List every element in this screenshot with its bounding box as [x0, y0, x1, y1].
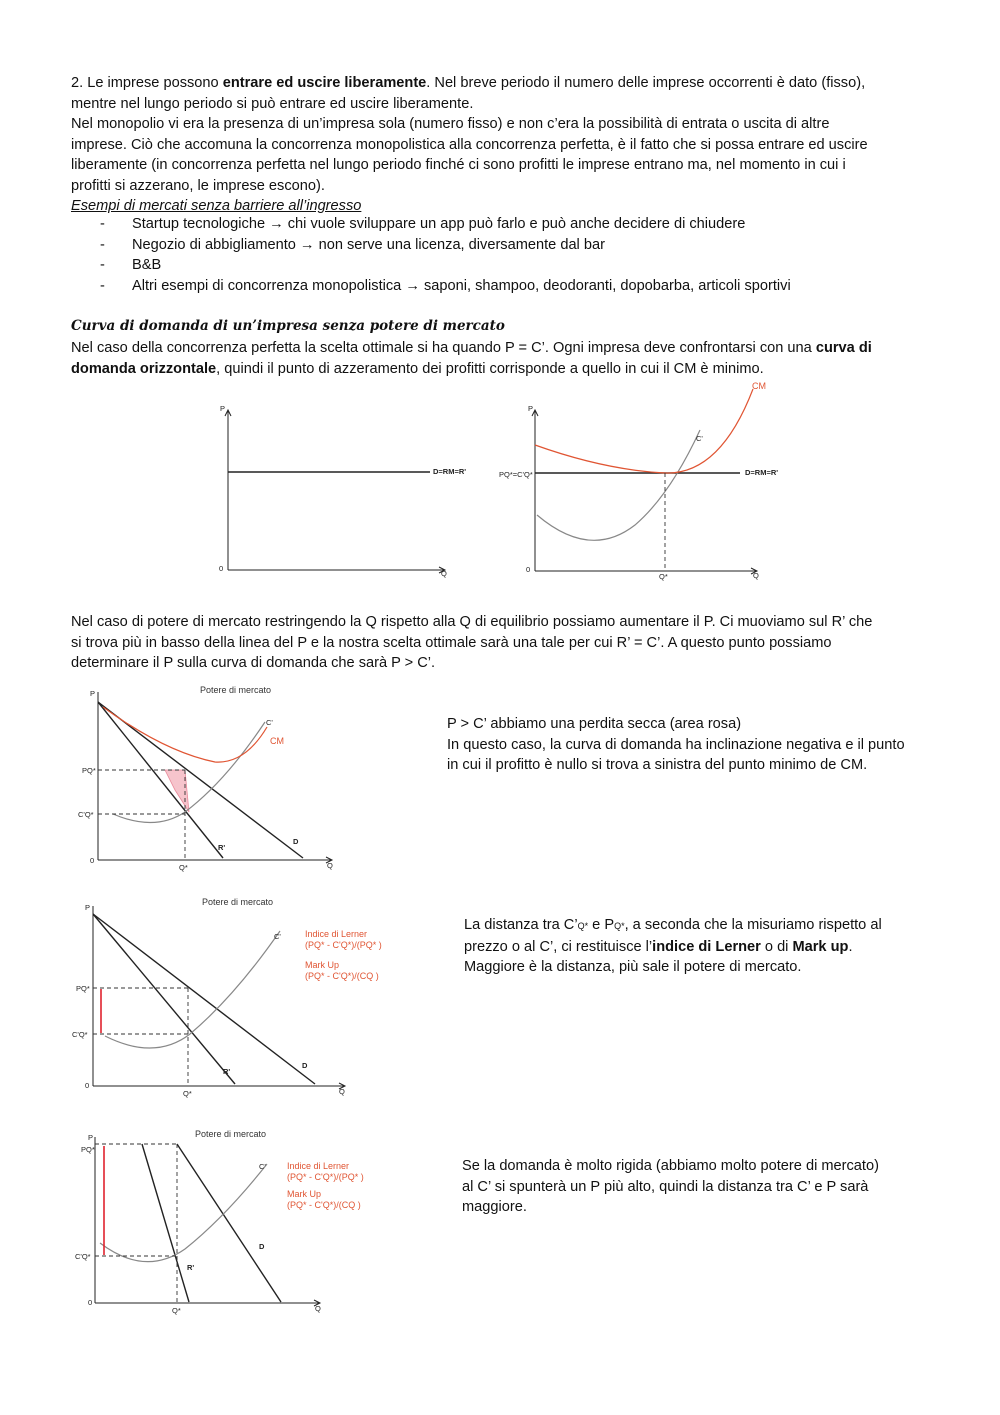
cq-label: C'Q*	[75, 1252, 91, 1261]
note2-bold: Mark up	[792, 938, 849, 955]
c-prime-label: C'	[259, 1162, 266, 1171]
intro-line-1b: . Nel breve periodo il numero delle imprese occorrenti è dato (fisso),	[426, 75, 866, 91]
intro-line-1a: 2. Le imprese possono	[71, 75, 223, 91]
graph-flat-demand-costs	[495, 375, 785, 580]
d-label: D	[259, 1242, 265, 1251]
lerner-formula: (PQ* - C'Q*)/(PQ* )	[305, 940, 382, 950]
cm-label: CM	[752, 381, 766, 391]
intro-line-3: Nel monopolio vi era la presenza di un’impresa sola (numero fisso) e non c’era la possibilità di entrata o uscita di altre	[71, 116, 830, 132]
bullet-text: Altri esempi di concorrenza monopolistica → saponi, shampoo, deodoranti, dopobarba, articoli sportivi	[132, 277, 791, 294]
p-label: P	[88, 1133, 94, 1142]
note2-text: La distanza tra C’	[464, 917, 578, 933]
examples-title: Esempi di mercati senza barriere all’ingresso	[71, 198, 362, 214]
c-prime-label: C'	[266, 718, 273, 727]
bullet-text: Startup tecnologiche → chi vuole sviluppare un app può farlo e può anche decidere di chiudere	[132, 216, 746, 232]
bullet-dash: -	[100, 277, 105, 294]
r-prime-label: R'	[218, 843, 226, 852]
pq-label: PQ*	[82, 766, 96, 775]
cq-label: C'Q*	[72, 1030, 88, 1039]
intro-line-5: liberamente (in concorrenza perfetta nel lungo periodo finché ci sono profitti le imprese entrano ma, nel momento in cui i	[71, 157, 846, 173]
zero-label: 0	[90, 856, 95, 865]
price-cost-label: PQ*=C'Q*	[499, 470, 533, 479]
zero-label: 0	[219, 564, 224, 573]
marginal-revenue-line	[98, 702, 226, 858]
note-deadweight	[447, 714, 947, 776]
marginal-cost-curve	[537, 430, 700, 540]
markup-label: Mark Up	[305, 960, 340, 970]
graph-market-power-1	[75, 682, 345, 874]
q-label: Q	[327, 861, 333, 870]
graph-title: Potere di mercato	[195, 1129, 267, 1139]
note1-line-2: In questo caso, la curva di domanda ha inclinazione negativa e il punto	[447, 736, 905, 753]
note-rigid	[462, 1156, 942, 1218]
bullet-dash: -	[100, 236, 105, 253]
note2-sub: Q*	[614, 921, 625, 931]
list-item	[100, 235, 791, 256]
demand-line	[93, 914, 315, 1084]
c-prime-label: C'	[696, 434, 703, 443]
p-label: P	[85, 903, 91, 912]
section-heading: Curva di domanda di un’impresa senza potere di mercato	[71, 318, 505, 334]
bullet-text: Negozio di abbigliamento → non serve una licenza, diversamente dal bar	[132, 236, 605, 253]
section2-paragraph	[71, 338, 941, 379]
note2-text: e P	[588, 917, 615, 933]
q-label: Q	[315, 1304, 321, 1313]
graph-title: Potere di mercato	[202, 897, 274, 907]
s2-bold-1: curva di	[815, 340, 872, 356]
list-item	[100, 255, 791, 276]
intro-line-4: imprese. Ciò che accomuna la concorrenza monopolistica alla concorrenza perfetta, è il fatto che si possa entrare ed uscire	[71, 136, 868, 153]
note3-line-2: al C’ si spunterà un P più alto, quindi la distanza tra C’ e P sarà	[462, 1178, 869, 1195]
note2-text: o di	[760, 938, 793, 955]
intro-line-6: profitti si azzerano, le imprese escono).	[71, 177, 325, 194]
intro-line-2: mentre nel lungo periodo si può entrare ed uscire liberamente.	[71, 95, 474, 112]
lerner-label: Indice di Lerner	[287, 1161, 350, 1171]
graph-flat-demand	[215, 400, 467, 580]
q-star-label: Q*	[172, 1306, 181, 1315]
cm-label: CM	[270, 736, 284, 746]
zero-label: 0	[526, 565, 531, 574]
q-star-label: Q*	[659, 572, 668, 581]
p-label: P	[220, 404, 226, 413]
note1-line-3: in cui il profitto è nullo si trova a sinistra del punto minimo de CM.	[447, 757, 868, 773]
list-item	[100, 214, 791, 235]
demand-label: D=RM=R'	[745, 468, 779, 477]
note2-line-3: Maggiore è la distanza, più sale il potere di mercato.	[464, 959, 802, 975]
q-label: Q	[753, 571, 759, 580]
s2-line-2b: , quindi il punto di azzeramento dei profitti corrisponde a quello in cui il CM è minimo.	[216, 360, 764, 377]
bullet-text: B&B	[132, 257, 162, 273]
graph-title: Potere di mercato	[200, 685, 272, 695]
note1-line-1: P > C’ abbiamo una perdita secca (area rosa)	[447, 716, 742, 732]
intro-bold-entry: entrare ed uscire liberamente	[222, 75, 427, 91]
markup-formula: (PQ* - C'Q*)/(CQ )	[287, 1200, 361, 1210]
q-label: Q	[441, 569, 447, 578]
p-label: P	[528, 404, 534, 413]
markup-label: Mark Up	[287, 1189, 322, 1199]
pq-label: PQ*	[81, 1145, 95, 1154]
s2-line-1a: Nel caso della concorrenza perfetta la scelta ottimale si ha quando P = C’. Ogni impresa deve confrontarsi con una	[71, 340, 816, 356]
graph-lerner-index	[72, 896, 395, 1098]
note2-text: , a seconda che la misuriamo rispetto al	[624, 917, 882, 933]
pq-label: PQ*	[76, 984, 90, 993]
markup-formula: (PQ* - C'Q*)/(CQ )	[305, 971, 379, 981]
examples-list	[100, 214, 791, 296]
r-prime-label: R'	[187, 1263, 195, 1272]
r-prime-label: R'	[223, 1067, 231, 1076]
graph-rigid-demand	[75, 1127, 375, 1319]
s3-line-1: Nel caso di potere di mercato restringendo la Q rispetto alla Q di equilibrio possiamo aumentare il P. Ci muoviamo sul R’ che	[71, 614, 873, 630]
list-item	[100, 276, 791, 297]
note2-text: prezzo o al C’, ci restituisce l’	[464, 938, 653, 955]
d-label: D	[293, 837, 299, 846]
marginal-revenue-line	[142, 1144, 189, 1302]
p-label: P	[90, 689, 96, 698]
marginal-revenue-line	[93, 914, 235, 1084]
cq-label: C'Q*	[78, 810, 94, 819]
lerner-formula: (PQ* - C'Q*)/(PQ* )	[287, 1172, 364, 1182]
c-prime-label: C'	[274, 932, 281, 941]
bullet-dash: -	[100, 216, 105, 232]
intro-paragraph	[71, 73, 941, 217]
q-star-label: Q*	[179, 863, 188, 872]
s3-line-3: determinare il P sulla curva di domanda che sarà P > C’.	[71, 655, 436, 671]
note2-text: .	[848, 938, 853, 955]
zero-label: 0	[88, 1298, 93, 1307]
zero-label: 0	[85, 1081, 90, 1090]
demand-label: D=RM=R'	[433, 467, 467, 476]
s3-line-2: si trova più in basso della linea del P e la nostra scelta ottimale sarà una tale per cui R’ = C’. A questo punto possiamo	[71, 634, 832, 651]
q-star-label: Q*	[183, 1089, 192, 1098]
q-label: Q	[339, 1087, 345, 1096]
section3-paragraph	[71, 612, 941, 674]
s2-bold-2: domanda orizzontale	[71, 360, 217, 377]
note2-bold: indice di Lerner	[652, 938, 761, 955]
note3-line-1: Se la domanda è molto rigida (abbiamo molto potere di mercato)	[462, 1158, 879, 1174]
marginal-cost-curve	[100, 1164, 267, 1262]
bullet-dash: -	[100, 257, 105, 273]
note2-sub: Q*	[577, 921, 589, 931]
d-label: D	[302, 1061, 308, 1070]
note-lerner	[464, 915, 944, 978]
note3-line-3: maggiore.	[462, 1199, 527, 1215]
average-cost-curve	[535, 389, 753, 473]
marginal-cost-curve	[113, 722, 265, 823]
lerner-label: Indice di Lerner	[305, 929, 368, 939]
